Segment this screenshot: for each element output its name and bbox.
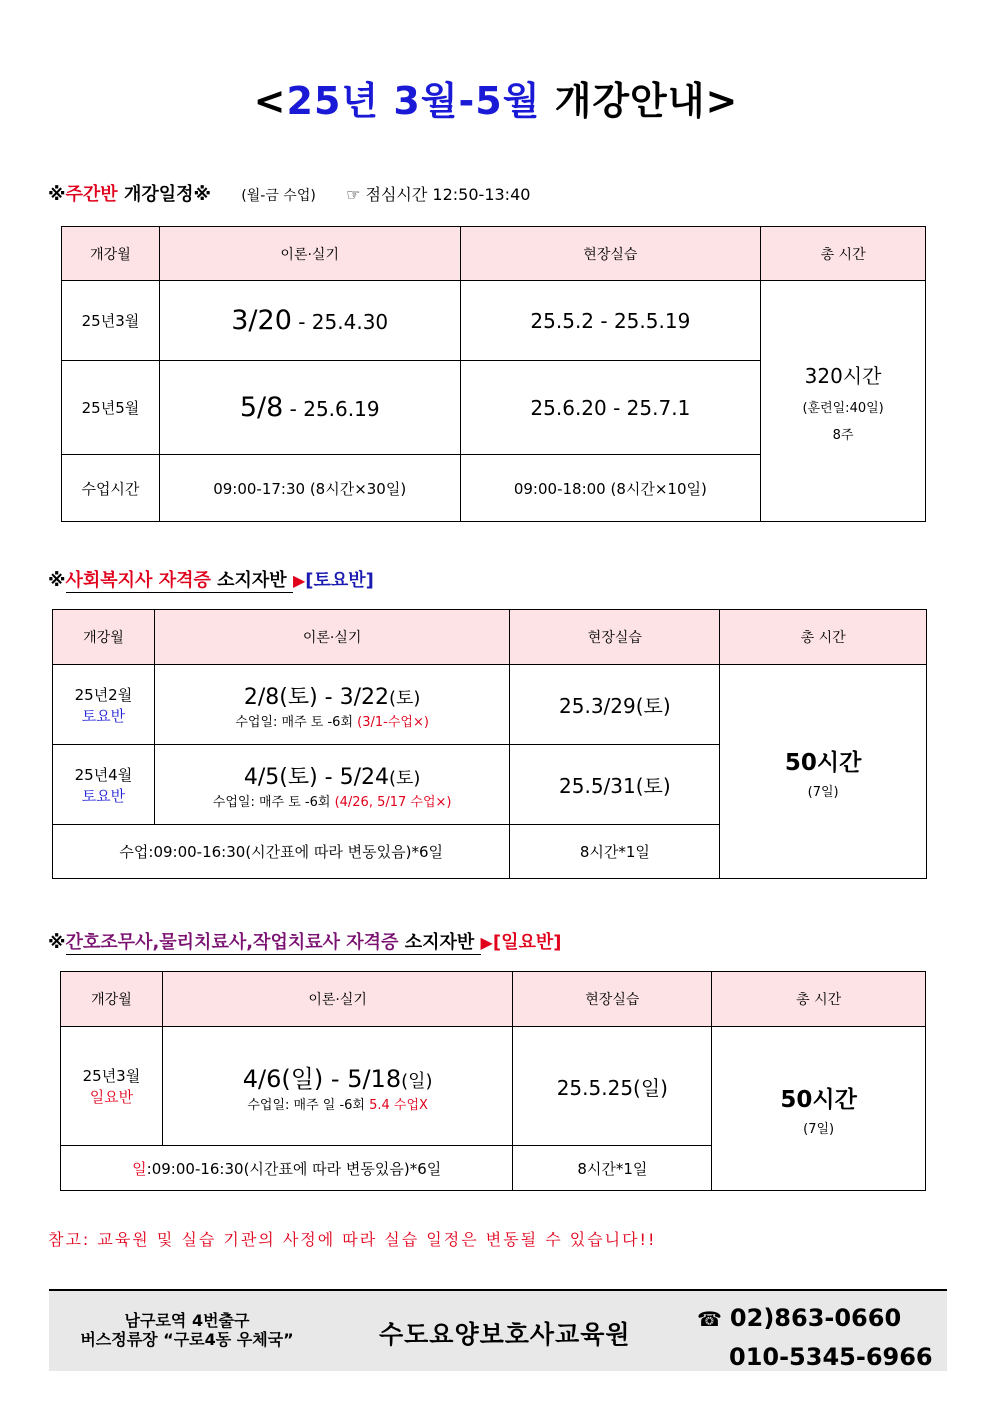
arrow-right-icon: ▶ [480,933,493,952]
theory-range: 2/8(토) - 3/22 [243,684,389,710]
theory-cell [154,745,510,825]
theory-end: - 25.6.19 [283,397,380,421]
table-row [53,665,927,745]
section2-holder: 소지자반 [210,570,293,591]
title-rest: 개강안내> [540,79,739,123]
table-row [62,281,926,361]
section2-class: [토요반] [305,570,374,591]
theory-range: 4/6(일) - 5/18 [242,1065,402,1093]
theory-cell [159,361,460,455]
total-cell [712,1027,926,1191]
total-hours: 50시간 [780,1086,857,1113]
total-weeks: 8주 [832,427,854,443]
class-label: 토요반 [81,706,126,725]
header-total: 총 시간 [712,972,926,1027]
header-practice: 현장실습 [513,972,712,1027]
header-theory: 이론·실기 [159,227,460,281]
practice-cell: 25.5/31(토) [510,745,720,825]
schedule-text: 수업일: 매주 토 -6회 [235,714,358,730]
month-cell [53,665,155,745]
total-hours: 320시간 [804,363,882,388]
header-total: 총 시간 [761,227,926,281]
theory-range: 4/5(토) - 5/24 [243,764,389,790]
notice-text: 참고: 교육원 및 실습 기관의 사정에 따라 실습 일정은 변동될 수 있습니다!! [48,1230,657,1249]
section1-class-name: 주간반 [65,184,118,205]
address-line2: 버스정류장 “구로4동 우체국” [80,1330,294,1349]
footer-phones [697,1299,933,1376]
section1-mark: ※ [48,184,66,205]
practice-cell: 25.5.25(일) [513,1027,712,1146]
practice-cell: 25.3/29(토) [510,665,720,745]
header-total: 총 시간 [720,610,927,665]
section3-class: [일요반] [492,932,562,953]
total-days: (훈련일:40일) [802,400,884,416]
theory-day: (토) [389,767,421,789]
time-label: 수업시간 [62,455,160,522]
section1-heading [48,180,530,206]
practice-cell: 25.6.20 - 25.7.1 [460,361,761,455]
phone-icon: ☎ [697,1307,722,1331]
practice-cell: 25.5.2 - 25.5.19 [460,281,761,361]
month-cell [53,745,155,825]
header-month: 개강월 [62,227,160,281]
theory-time: 수업:09:00-16:30(시간표에 따라 변동있음)*6일 [53,825,510,879]
theory-cell [154,665,510,745]
header-month: 개강월 [61,972,163,1027]
section1-lunch: ☞ 점심시간 12:50-13:40 [346,185,531,204]
month-label: 25년3월 [82,1067,141,1085]
total-hours: 50시간 [784,749,862,776]
month-cell: 25년3월 [62,281,160,361]
arrow-right-icon: ▶ [292,571,306,590]
class-label: 일요반 [89,1088,134,1106]
time-text: :09:00-16:30(시간표에 따라 변동있음)*6일 [146,1159,442,1178]
section1-title: 개강일정※ [117,184,211,205]
theory-cell [159,281,460,361]
time-day: 일 [132,1159,147,1178]
section3-table [60,971,926,1191]
total-days: (7일) [807,784,839,800]
schedule-note: (4/26, 5/17 수업×) [334,794,452,810]
title-period: 25년 3월-5월 [286,79,541,123]
schedule-note: 5.4 수업X [369,1098,428,1113]
theory-day: (토) [389,687,421,709]
class-label: 토요반 [81,786,126,805]
schedule-text: 수업일: 매주 토 -6회 [212,794,335,810]
section1-days: (월-금 수업) [241,188,316,204]
month-cell: 25년5월 [62,361,160,455]
footer-address [67,1311,307,1349]
total-cell [720,665,927,879]
phone-number-1[interactable]: 02)863-0660 [729,1304,902,1332]
theory-day: (일) [401,1071,433,1092]
section2-mark: ※ [48,570,66,591]
practice-time: 8시간*1일 [513,1146,712,1191]
section3-heading [48,928,561,954]
theory-cell [162,1027,513,1146]
section2-heading [48,566,374,592]
page-title [0,70,992,125]
footer [49,1289,947,1371]
month-cell [61,1027,163,1146]
institute-name: 수도요양보호사교육원 [379,1320,631,1349]
theory-time [61,1146,513,1191]
header-theory: 이론·실기 [154,610,510,665]
table-row [61,1027,926,1146]
header-practice: 현장실습 [510,610,720,665]
section3-qualification: 간호조무사,물리치료사,작업치료사 자격증 [65,932,399,953]
theory-start: 3/20 [231,305,292,336]
section1-table [61,226,926,522]
month-label: 25년4월 [74,765,133,784]
title-open: < [253,79,287,123]
total-cell [761,281,926,522]
section2-table [52,609,927,879]
theory-end: - 25.4.30 [291,310,389,334]
schedule-text: 수업일: 매주 일 -6회 [247,1098,370,1113]
schedule-note: (3/1-수업×) [357,714,429,730]
month-label: 25년2월 [74,685,133,704]
total-days: (7일) [803,1121,835,1137]
practice-time: 8시간*1일 [510,825,720,879]
practice-time: 09:00-18:00 (8시간×10일) [460,455,761,522]
header-practice: 현장실습 [460,227,761,281]
header-theory: 이론·실기 [162,972,513,1027]
section2-qualification: 사회복지사 자격증 [65,570,211,591]
phone-number-2[interactable]: 010-5345-6966 [729,1343,933,1371]
address-line1: 남구로역 4번출구 [124,1311,250,1330]
theory-start: 5/8 [239,392,284,423]
theory-time: 09:00-17:30 (8시간×30일) [159,455,460,522]
section3-mark: ※ [48,932,66,953]
header-month: 개강월 [53,610,155,665]
section3-holder: 소지자반 [398,932,481,953]
